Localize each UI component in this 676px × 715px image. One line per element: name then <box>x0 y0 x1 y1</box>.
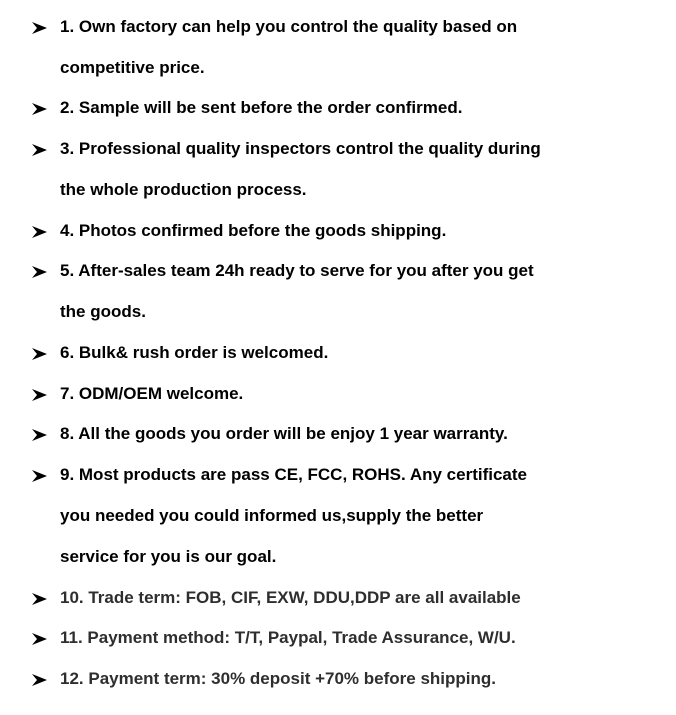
list-item-line: the whole production process. <box>60 180 307 199</box>
arrow-bullet-icon <box>31 225 49 239</box>
list-item-line: 5. After-sales team 24h ready to serve for you after you get <box>60 261 534 280</box>
arrow-bullet-icon <box>31 143 49 157</box>
arrow-bullet-icon <box>31 592 49 606</box>
list-item-line: 11. Payment method: T/T, Paypal, Trade Assurance, W/U. <box>60 628 516 647</box>
list-item-line: you needed you could informed us,supply the better <box>60 506 484 525</box>
list-item-line: 10. Trade term: FOB, CIF, EXW, DDU,DDP are all available <box>60 588 521 607</box>
list-item-line: 8. All the goods you order will be enjoy 1 year warranty. <box>60 424 508 443</box>
arrow-bullet-icon <box>31 428 49 442</box>
list-item-line: 2. Sample will be sent before the order confirmed. <box>60 98 463 117</box>
arrow-bullet-icon <box>31 21 49 35</box>
list-item-line: 3. Professional quality inspectors control the quality during <box>60 139 541 158</box>
arrow-bullet-icon <box>31 347 49 361</box>
list-item-line: 1. Own factory can help you control the quality based on <box>60 17 518 36</box>
list-item-line: 7. ODM/OEM welcome. <box>60 384 244 403</box>
arrow-bullet-icon <box>31 673 49 687</box>
list-item-line: competitive price. <box>60 58 205 77</box>
arrow-bullet-icon <box>31 265 49 279</box>
arrow-bullet-icon <box>31 469 49 483</box>
arrow-bullet-icon <box>31 388 49 402</box>
list-item-line: 9. Most products are pass CE, FCC, ROHS. Any certificate <box>60 465 527 484</box>
list-item-line: the goods. <box>60 302 146 321</box>
list-item-line: 4. Photos confirmed before the goods shipping. <box>60 221 447 240</box>
arrow-bullet-icon <box>31 632 49 646</box>
list-item-line: service for you is our goal. <box>60 547 277 566</box>
list-item-line: 6. Bulk& rush order is welcomed. <box>60 343 329 362</box>
list-item-line: 12. Payment term: 30% deposit +70% before shipping. <box>60 669 496 688</box>
arrow-bullet-icon <box>31 102 49 116</box>
